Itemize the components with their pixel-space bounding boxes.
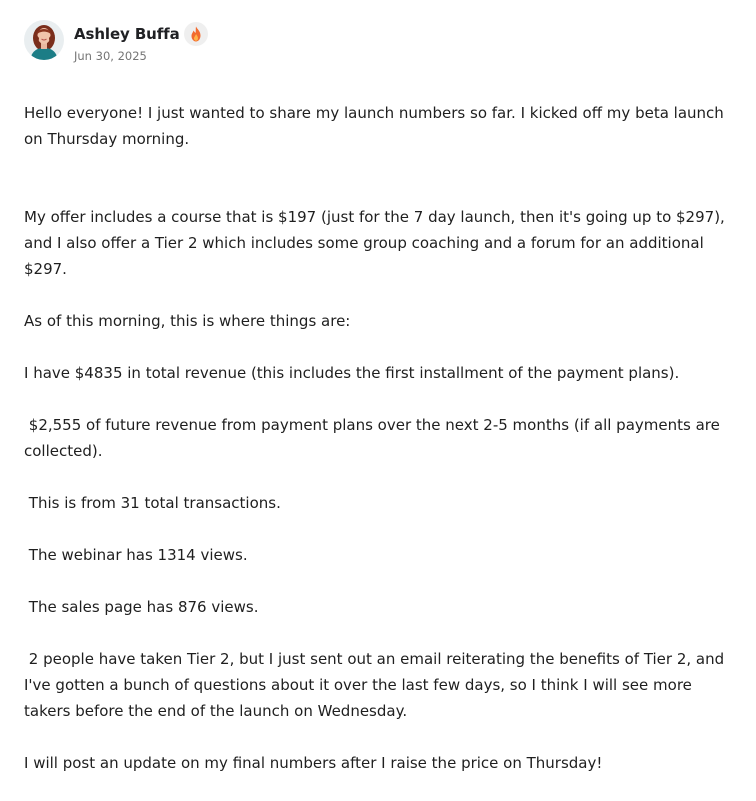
post-paragraph: I will post an update on my final numbers after I raise the price on Thursday! [24, 754, 603, 772]
fire-icon [189, 26, 203, 42]
post-date: Jun 30, 2025 [74, 49, 147, 63]
post-paragraph: As of this morning, this is where things are: [24, 312, 351, 330]
post-paragraph: The sales page has 876 views. [24, 598, 259, 616]
author-name[interactable]: Ashley Buffa [74, 25, 180, 43]
author-meta [74, 20, 208, 63]
author-avatar[interactable] [24, 20, 64, 60]
post-body [24, 100, 736, 776]
post-paragraph: My offer includes a course that is $197 (just for the 7 day launch, then it's going up to $297), and I also offer a Tier 2 which includes some group coaching and a forum for an additional $297. [24, 208, 730, 278]
post-paragraph: Hello everyone! I just wanted to share my launch numbers so far. I kicked off my beta launch on Thursday morning. [24, 104, 729, 148]
post-paragraph: This is from 31 total transactions. [24, 494, 281, 512]
post-header [24, 20, 208, 64]
user-avatar-icon [24, 20, 64, 60]
post-paragraph: 2 people have taken Tier 2, but I just sent out an email reiterating the benefits of Tier 2, and I've gotten a bunch of questions about it over the last few days, so I think I will see more takers before the end of the launch on Wednesday. [24, 650, 729, 720]
streak-badge [184, 22, 208, 46]
post-paragraph: I have $4835 in total revenue (this includes the first installment of the payment plans). [24, 364, 680, 382]
post-paragraph: $2,555 of future revenue from payment plans over the next 2-5 months (if all payments are collected). [24, 416, 725, 460]
post-paragraph: The webinar has 1314 views. [24, 546, 248, 564]
author-name-row [74, 20, 208, 48]
